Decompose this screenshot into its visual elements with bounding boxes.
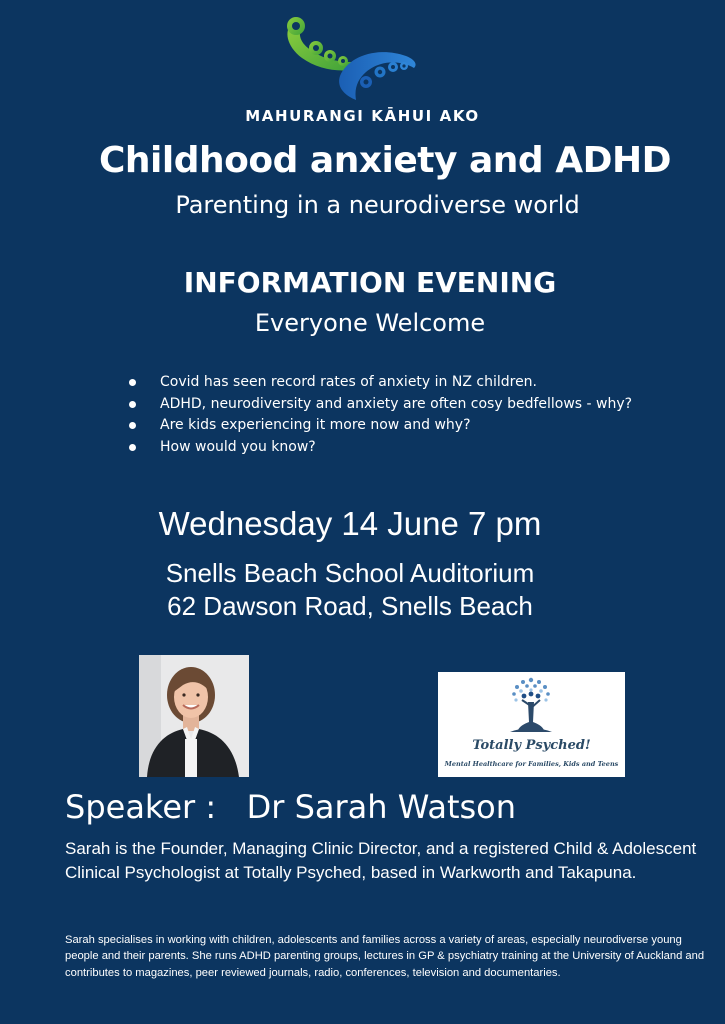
speaker-photo <box>139 655 249 777</box>
point-text: ADHD, neurodiversity and anxiety are often cosy bedfellows - why? <box>160 395 633 412</box>
list-item <box>128 372 632 394</box>
tree-of-people-icon <box>438 672 625 738</box>
welcome-text: Everyone Welcome <box>254 309 486 337</box>
venue-name: Snells Beach School Auditorium <box>165 558 535 588</box>
speaker-portrait-icon <box>139 655 249 777</box>
bullet-dot-icon <box>129 444 136 451</box>
bullet-dot-icon <box>129 401 136 408</box>
speaker-detail: Sarah specialises in working with children, adolescents and families across a variety of areas, especially neurodiverse young people and their parents. She runs ADHD parenting groups, lectures in GP & psychiatry training at the University of Auckland and contributes to magazines, peer reviewed journals, radio, conferences, television and documentaries. <box>65 934 705 979</box>
event-venue <box>0 557 700 623</box>
discussion-points <box>128 372 632 458</box>
point-text: Covid has seen record rates of anxiety in NZ children. <box>160 374 538 390</box>
event-date: Wednesday 14 June 7 pm <box>158 505 542 542</box>
info-evening-heading: INFORMATION EVENING <box>183 266 557 299</box>
list-item <box>128 394 632 416</box>
bullet-dot-icon <box>129 379 136 386</box>
event-title: Childhood anxiety and ADHD <box>99 140 671 181</box>
list-item <box>128 437 632 459</box>
point-text: Are kids experiencing it more now and why? <box>160 417 471 433</box>
totally-psyched-logo <box>438 672 625 777</box>
partner-name: Totally Psyched! <box>472 738 591 753</box>
point-text: How would you know? <box>160 438 316 455</box>
speaker-heading: Speaker : Dr Sarah Watson <box>65 788 517 826</box>
koru-wave-logo-icon <box>282 16 422 108</box>
list-item <box>128 415 632 437</box>
bullet-dot-icon <box>129 422 136 429</box>
speaker-bio: Sarah is the Founder, Managing Clinic Director, and a registered Child & Adolescent Clinical Psychologist at Totally Psyched, based in Warkworth and Takapuna. <box>65 839 697 882</box>
event-subtitle: Parenting in a neurodiverse world <box>175 191 580 219</box>
venue-address: 62 Dawson Road, Snells Beach <box>167 591 533 621</box>
partner-tagline: Mental Healthcare for Families, Kids and Teens <box>444 760 619 768</box>
organization-name: MAHURANGI KĀHUI AKO <box>245 107 480 125</box>
